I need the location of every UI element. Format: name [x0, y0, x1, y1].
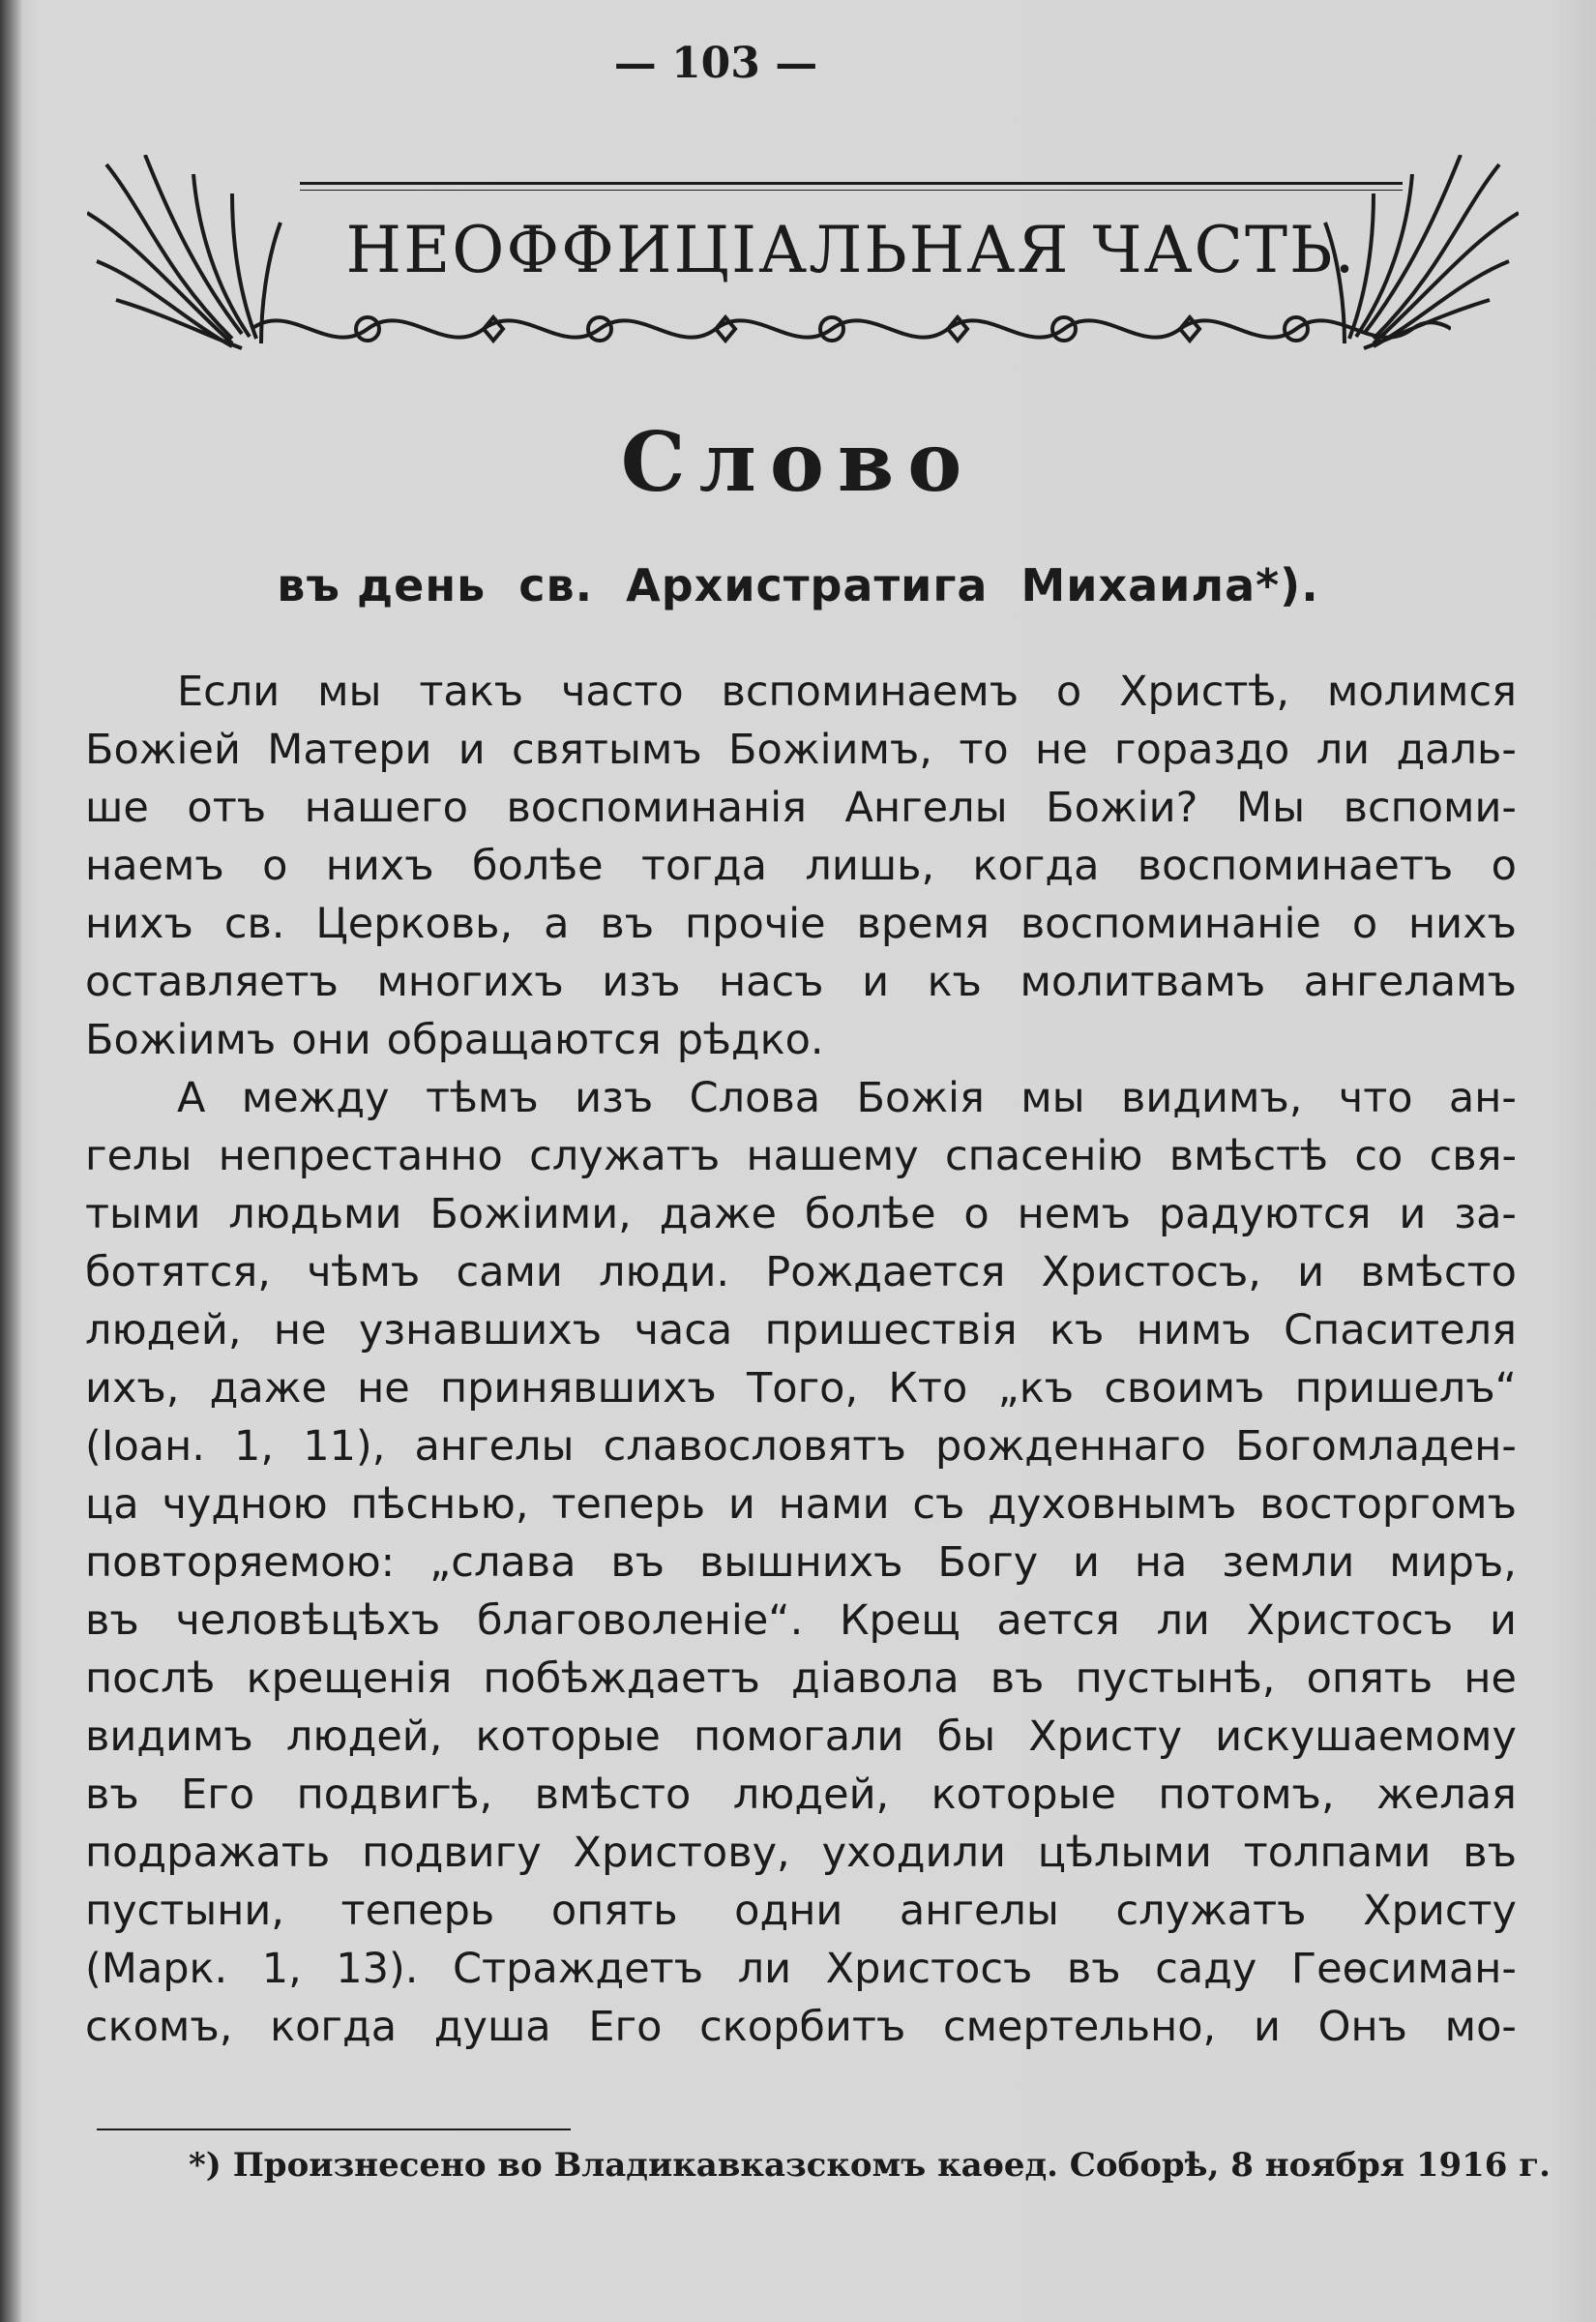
text-line: видимъ людей, которые помогали бы Христу искушаемому [85, 1712, 1517, 1761]
footnote-rule [97, 2128, 571, 2130]
text-line: скомъ, когда душа Его скорбитъ смертельно, и Онъ мо- [85, 2003, 1517, 2051]
text-line: послѣ крещенія побѣждаетъ діавола въ пустынѣ, опять не [85, 1654, 1517, 1703]
text-line: ше отъ нашего воспоминанія Ангелы Божіи? Мы вспоми- [85, 784, 1517, 832]
text-line: тыми людьми Божіими, даже болѣе о немъ радуются и за- [85, 1190, 1517, 1238]
section-header-ornament [87, 155, 1519, 377]
text-line: въ Его подвигѣ, вмѣсто людей, которые потомъ, желая [85, 1771, 1517, 1819]
text-line: ботятся, чѣмъ сами люди. Рождается Христосъ, и вмѣсто [85, 1248, 1517, 1296]
text-line: ихъ, даже не принявшихъ Того, Кто „къ своимъ пришелъ“ [85, 1364, 1517, 1413]
article-subtitle: въ день св. Архистратига Михаила*). [277, 559, 1319, 611]
paragraph-2 [85, 1069, 1517, 2056]
scroll-ornament-band-icon [251, 300, 1451, 358]
paragraph-1 [85, 663, 1517, 1069]
text-line: (Іоан. 1, 11), ангелы славословятъ рожденнаго Богомладен- [85, 1422, 1517, 1471]
page-number: — 103 — [613, 39, 818, 88]
section-title: НЕОФФИЦІАЛЬНАЯ ЧАСТЬ. [345, 213, 1357, 287]
text-line: оставляетъ многихъ изъ насъ и къ молитвамъ ангеламъ [85, 958, 1517, 1006]
text-line: ца чудною пѣснью, теперь и нами съ духовнымъ восторгомъ [85, 1480, 1517, 1529]
page-edge-shadow [0, 0, 21, 2322]
header-top-rule [300, 182, 1403, 185]
text-line: Божіей Матери и святымъ Божіимъ, то не гораздо ли даль- [85, 726, 1517, 774]
text-line: Божіимъ они обращаются рѣдко. [85, 1016, 824, 1064]
footnote: *) Произнесено во Владикавказскомъ каѳед. Соборѣ, 8 ноября 1916 г. [189, 2146, 1551, 2185]
text-line: (Марк. 1, 13). Страждетъ ли Христосъ въ саду Геѳсиман- [85, 1945, 1517, 1993]
text-line: подражать подвигу Христову, уходили цѣлыми толпами въ [85, 1829, 1517, 1877]
text-line: нихъ св. Церковь, а въ прочіе время воспоминаніе о нихъ [85, 900, 1517, 948]
text-line: гелы непрестанно служатъ нашему спасенію вмѣстѣ со свя- [85, 1132, 1517, 1180]
text-line: А между тѣмъ изъ Слова Божія мы видимъ, что ан- [177, 1074, 1517, 1122]
text-line: въ человѣцѣхъ благоволеніе“. Крещ ается ли Христосъ и [85, 1596, 1517, 1645]
text-line: пустыни, теперь опять одни ангелы служатъ Христу [85, 1887, 1517, 1935]
text-line: повторяемою: „слава въ вышнихъ Богу и на земли миръ, [85, 1538, 1517, 1587]
article-body [85, 663, 1517, 2056]
article-title: Слово [620, 414, 976, 510]
text-line: наемъ о нихъ болѣе тогда лишь, когда воспоминаетъ о [85, 842, 1517, 890]
text-line: людей, не узнавшихъ часа пришествія къ нимъ Спасителя [85, 1306, 1517, 1354]
text-line: Если мы такъ часто вспоминаемъ о Христѣ, молимся [177, 668, 1517, 716]
